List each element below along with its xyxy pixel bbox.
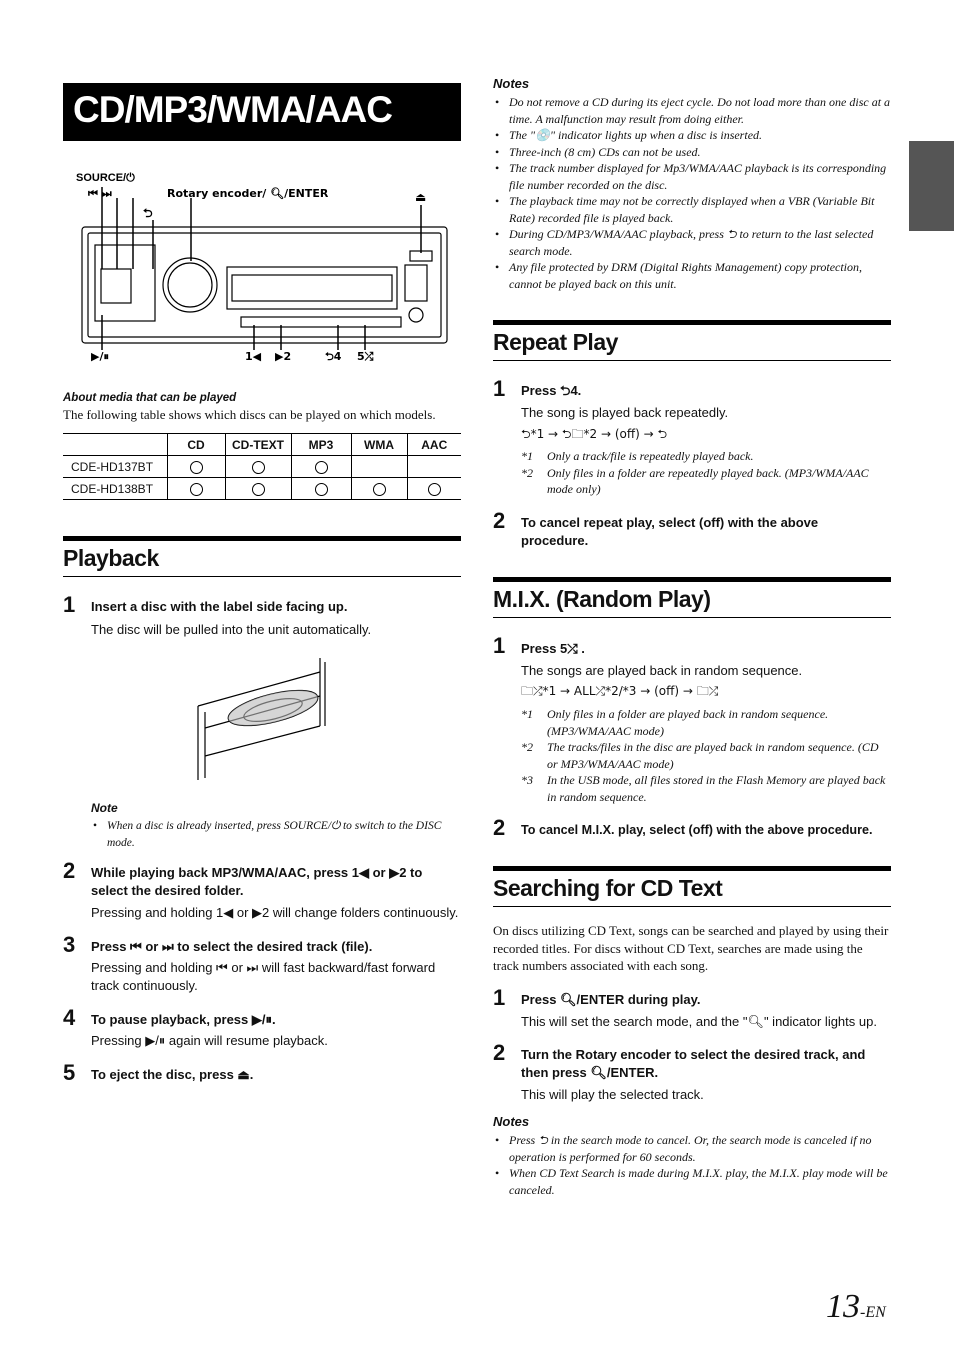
- playback-step-2-body: Pressing and holding 1◀ or ▶2 will change folders continuously.: [91, 905, 459, 920]
- repeat-sequence: ⮌*1 → ⮌🗀*2 → (off) → ⮌: [521, 427, 668, 441]
- mix-step-2-number: 2: [493, 815, 506, 840]
- repeat-step-2-number: 2: [493, 508, 506, 533]
- supported-circle-icon: [315, 483, 328, 496]
- diagram-label-btn2: ▶2: [275, 350, 292, 363]
- cdtext-step-1-number: 1: [493, 985, 506, 1010]
- media-heading: About media that can be played: [63, 392, 237, 404]
- page-number-suffix: -EN: [860, 1304, 886, 1321]
- footnote-text: Only a track/file is repeatedly played back.: [547, 449, 754, 463]
- list-item: • The playback time may not be correctly displayed when a VBR (Variable Bit Rate) recorded file is played back.: [493, 193, 891, 226]
- footnote-mark: *2: [521, 740, 533, 754]
- footnote-mark: *2: [521, 465, 533, 480]
- disc-slot-icon: [195, 656, 330, 782]
- playback-step-2-title: While playing back MP3/WMA/AAC, press 1◀ or ▶2 to select the desired folder.: [91, 865, 423, 898]
- footnote-text: Only files in a folder are played back in random sequence. (MP3/WMA/AAC mode): [547, 707, 829, 738]
- supported-circle-icon: [252, 483, 265, 496]
- playback-step-4-body: Pressing ▶/⏸ again will resume playback.: [91, 1033, 328, 1048]
- repeat-step-1-body: The song is played back repeatedly.: [521, 405, 729, 420]
- supported-circle-icon: [315, 461, 328, 474]
- list-item: • Any file protected by DRM (Digital Rights Management) copy protection, cannot be played back on this unit.: [493, 259, 891, 292]
- footnote-mark: *1: [521, 707, 533, 721]
- page-number: [826, 1288, 886, 1326]
- cdtext-step-2-title: Turn the Rotary encoder to select the desired track, and then press 🔍︎/ENTER.: [521, 1047, 866, 1080]
- playback-step-3-body: Pressing and holding ⏮ or ⏭ will fast backward/fast forward track continuously.: [91, 960, 436, 993]
- media-intro: The following table shows which discs can be played on which models.: [63, 407, 436, 422]
- repeat-footnotes: [521, 448, 891, 498]
- table-header-cell: CD-TEXT: [225, 434, 291, 456]
- support-cell: [225, 456, 291, 478]
- title-text: CD/MP3/WMA/AAC: [73, 89, 392, 130]
- section-tab: [909, 141, 954, 231]
- diagram-label-source: SOURCE/⏻: [76, 172, 135, 184]
- page-number-value: 13: [826, 1288, 860, 1325]
- list-item: • Three-inch (8 cm) CDs can not be used.: [493, 144, 891, 161]
- diagram-label-skip: ⏮ ⏭: [88, 187, 112, 200]
- playback-step-1-number: 1: [63, 592, 76, 617]
- diagram-label-eject: ⏏: [415, 190, 427, 204]
- repeat-step-1-title: Press ⮌4.: [521, 383, 582, 398]
- head-unit-illustration: [63, 165, 461, 365]
- playback-step-1-body: The disc will be pulled into the unit automatically.: [91, 622, 372, 637]
- supported-circle-icon: [373, 483, 386, 496]
- model-cell: CDE-HD138BT: [63, 478, 167, 500]
- mix-footnotes: [521, 706, 891, 805]
- media-table: [63, 433, 461, 500]
- notes-heading: Notes: [493, 76, 530, 91]
- page-title: [63, 83, 461, 141]
- table-header-row: [63, 434, 461, 456]
- footnote-mark: *3: [521, 773, 533, 787]
- support-cell: [351, 478, 407, 500]
- list-item: • Do not remove a CD during its eject cycle. Do not load more than one disc at a time. A malfunction may result from doing either.: [493, 94, 891, 127]
- footnote-text: In the USB mode, all files stored in the Flash Memory are played back in random sequence.: [547, 773, 886, 804]
- cdtext-intro: On discs utilizing CD Text, songs can be searched and played by using their recorded titles. For discs without CD Text, searches are made using the track numbers associated with each song.: [493, 923, 889, 973]
- cdtext-step-2-number: 2: [493, 1040, 506, 1065]
- table-header-cell: AAC: [407, 434, 461, 456]
- mix-heading: M.I.X. (Random Play): [493, 577, 891, 618]
- cdtext-notes-list: [493, 1132, 891, 1198]
- playback-step-5-title: To eject the disc, press ⏏.: [91, 1067, 254, 1082]
- playback-step-2-number: 2: [63, 858, 76, 883]
- device-diagram: [63, 165, 461, 365]
- supported-circle-icon: [252, 461, 265, 474]
- footnote-text: The tracks/files in the disc are played back in random sequence. (CD or MP3/WMA/AAC mode): [547, 740, 879, 771]
- diagram-label-play-pause: ▶/⏸: [91, 350, 109, 363]
- support-cell: [291, 478, 351, 500]
- diagram-label-rotary: Rotary encoder/ 🔍︎/ENTER: [167, 187, 329, 200]
- diagram-label-back: ⮌: [143, 206, 153, 220]
- playback-step-3-number: 3: [63, 932, 76, 957]
- footnote: [521, 465, 891, 498]
- supported-circle-icon: [428, 483, 441, 496]
- playback-step-4-title: To pause playback, press ▶/⏸.: [91, 1012, 276, 1027]
- cdtext-notes-heading: Notes: [493, 1114, 530, 1129]
- support-cell: [225, 478, 291, 500]
- mix-step-1-body: The songs are played back in random sequence.: [521, 663, 803, 678]
- playback-note-heading: Note: [91, 801, 118, 815]
- cdtext-heading: Searching for CD Text: [493, 866, 891, 907]
- footnote: [521, 706, 891, 739]
- footnote-mark: *1: [521, 449, 533, 463]
- mix-sequence: 🗀⤮*1 → ALL⤮*2/*3 → (off) → 🗀⤮: [521, 684, 719, 698]
- list-item: • Press ⮌ in the search mode to cancel. Or, the search mode is canceled if no operation is performed for 60 seconds.: [493, 1132, 891, 1165]
- table-header-cell: MP3: [291, 434, 351, 456]
- footnote: [521, 772, 891, 805]
- playback-heading: Playback: [63, 536, 461, 577]
- support-cell: [407, 456, 461, 478]
- list-item: • During CD/MP3/WMA/AAC playback, press ⮌ to return to the last selected search mode.: [493, 226, 891, 259]
- footnote: [521, 739, 891, 772]
- support-cell: [167, 456, 225, 478]
- repeat-step-2-title: To cancel repeat play, select (off) with the above procedure.: [521, 515, 819, 548]
- list-item: • When CD Text Search is made during M.I.X. play, the M.I.X. play mode will be canceled.: [493, 1165, 891, 1198]
- playback-step-5-number: 5: [63, 1060, 76, 1085]
- supported-circle-icon: [190, 483, 203, 496]
- list-item: • The track number displayed for Mp3/WMA/AAC playback is its corresponding file number recorded on the disc.: [493, 160, 891, 193]
- diagram-label-btn1: 1◀: [245, 350, 262, 363]
- diagram-label-btn5: 5⤮: [357, 350, 374, 363]
- mix-step-1-title: Press 5⤮ .: [521, 641, 585, 656]
- model-cell: CDE-HD137BT: [63, 456, 167, 478]
- support-cell: [351, 456, 407, 478]
- playback-step-1-title: Insert a disc with the label side facing up.: [91, 599, 348, 614]
- footnote-text: Only files in a folder are repeatedly played back. (MP3/WMA/AAC mode only): [547, 465, 869, 496]
- playback-step-4-number: 4: [63, 1005, 76, 1030]
- cdtext-step-1-body: This will set the search mode, and the "🔍︎" indicator lights up.: [521, 1014, 877, 1029]
- disc-insert-illustration: [195, 656, 330, 782]
- notes-list: [493, 94, 891, 292]
- diagram-label-btn4: ⮌4: [325, 350, 342, 363]
- mix-step-1-number: 1: [493, 633, 506, 658]
- repeat-heading: Repeat Play: [493, 320, 891, 361]
- table-header-cell: WMA: [351, 434, 407, 456]
- media-section: [63, 392, 461, 500]
- playback-note-list: [91, 818, 461, 851]
- list-item: • The "💿" indicator lights up when a disc is inserted.: [493, 127, 891, 144]
- support-cell: [167, 478, 225, 500]
- table-header-cell: [63, 434, 167, 456]
- support-cell: [291, 456, 351, 478]
- playback-step-3-title: Press ⏮ or ⏭ to select the desired track (file).: [91, 939, 373, 954]
- repeat-step-1-number: 1: [493, 376, 506, 401]
- mix-step-2-title: To cancel M.I.X. play, select (off) with the above procedure.: [521, 823, 873, 837]
- table-row: [63, 456, 461, 478]
- support-cell: [407, 478, 461, 500]
- list-item: • When a disc is already inserted, press SOURCE/⏻ to switch to the DISC mode.: [91, 818, 461, 851]
- cdtext-step-1-title: Press 🔍︎/ENTER during play.: [521, 992, 701, 1007]
- table-header-cell: CD: [167, 434, 225, 456]
- table-row: [63, 478, 461, 500]
- cdtext-step-2-body: This will play the selected track.: [521, 1087, 704, 1102]
- footnote: [521, 448, 891, 465]
- supported-circle-icon: [190, 461, 203, 474]
